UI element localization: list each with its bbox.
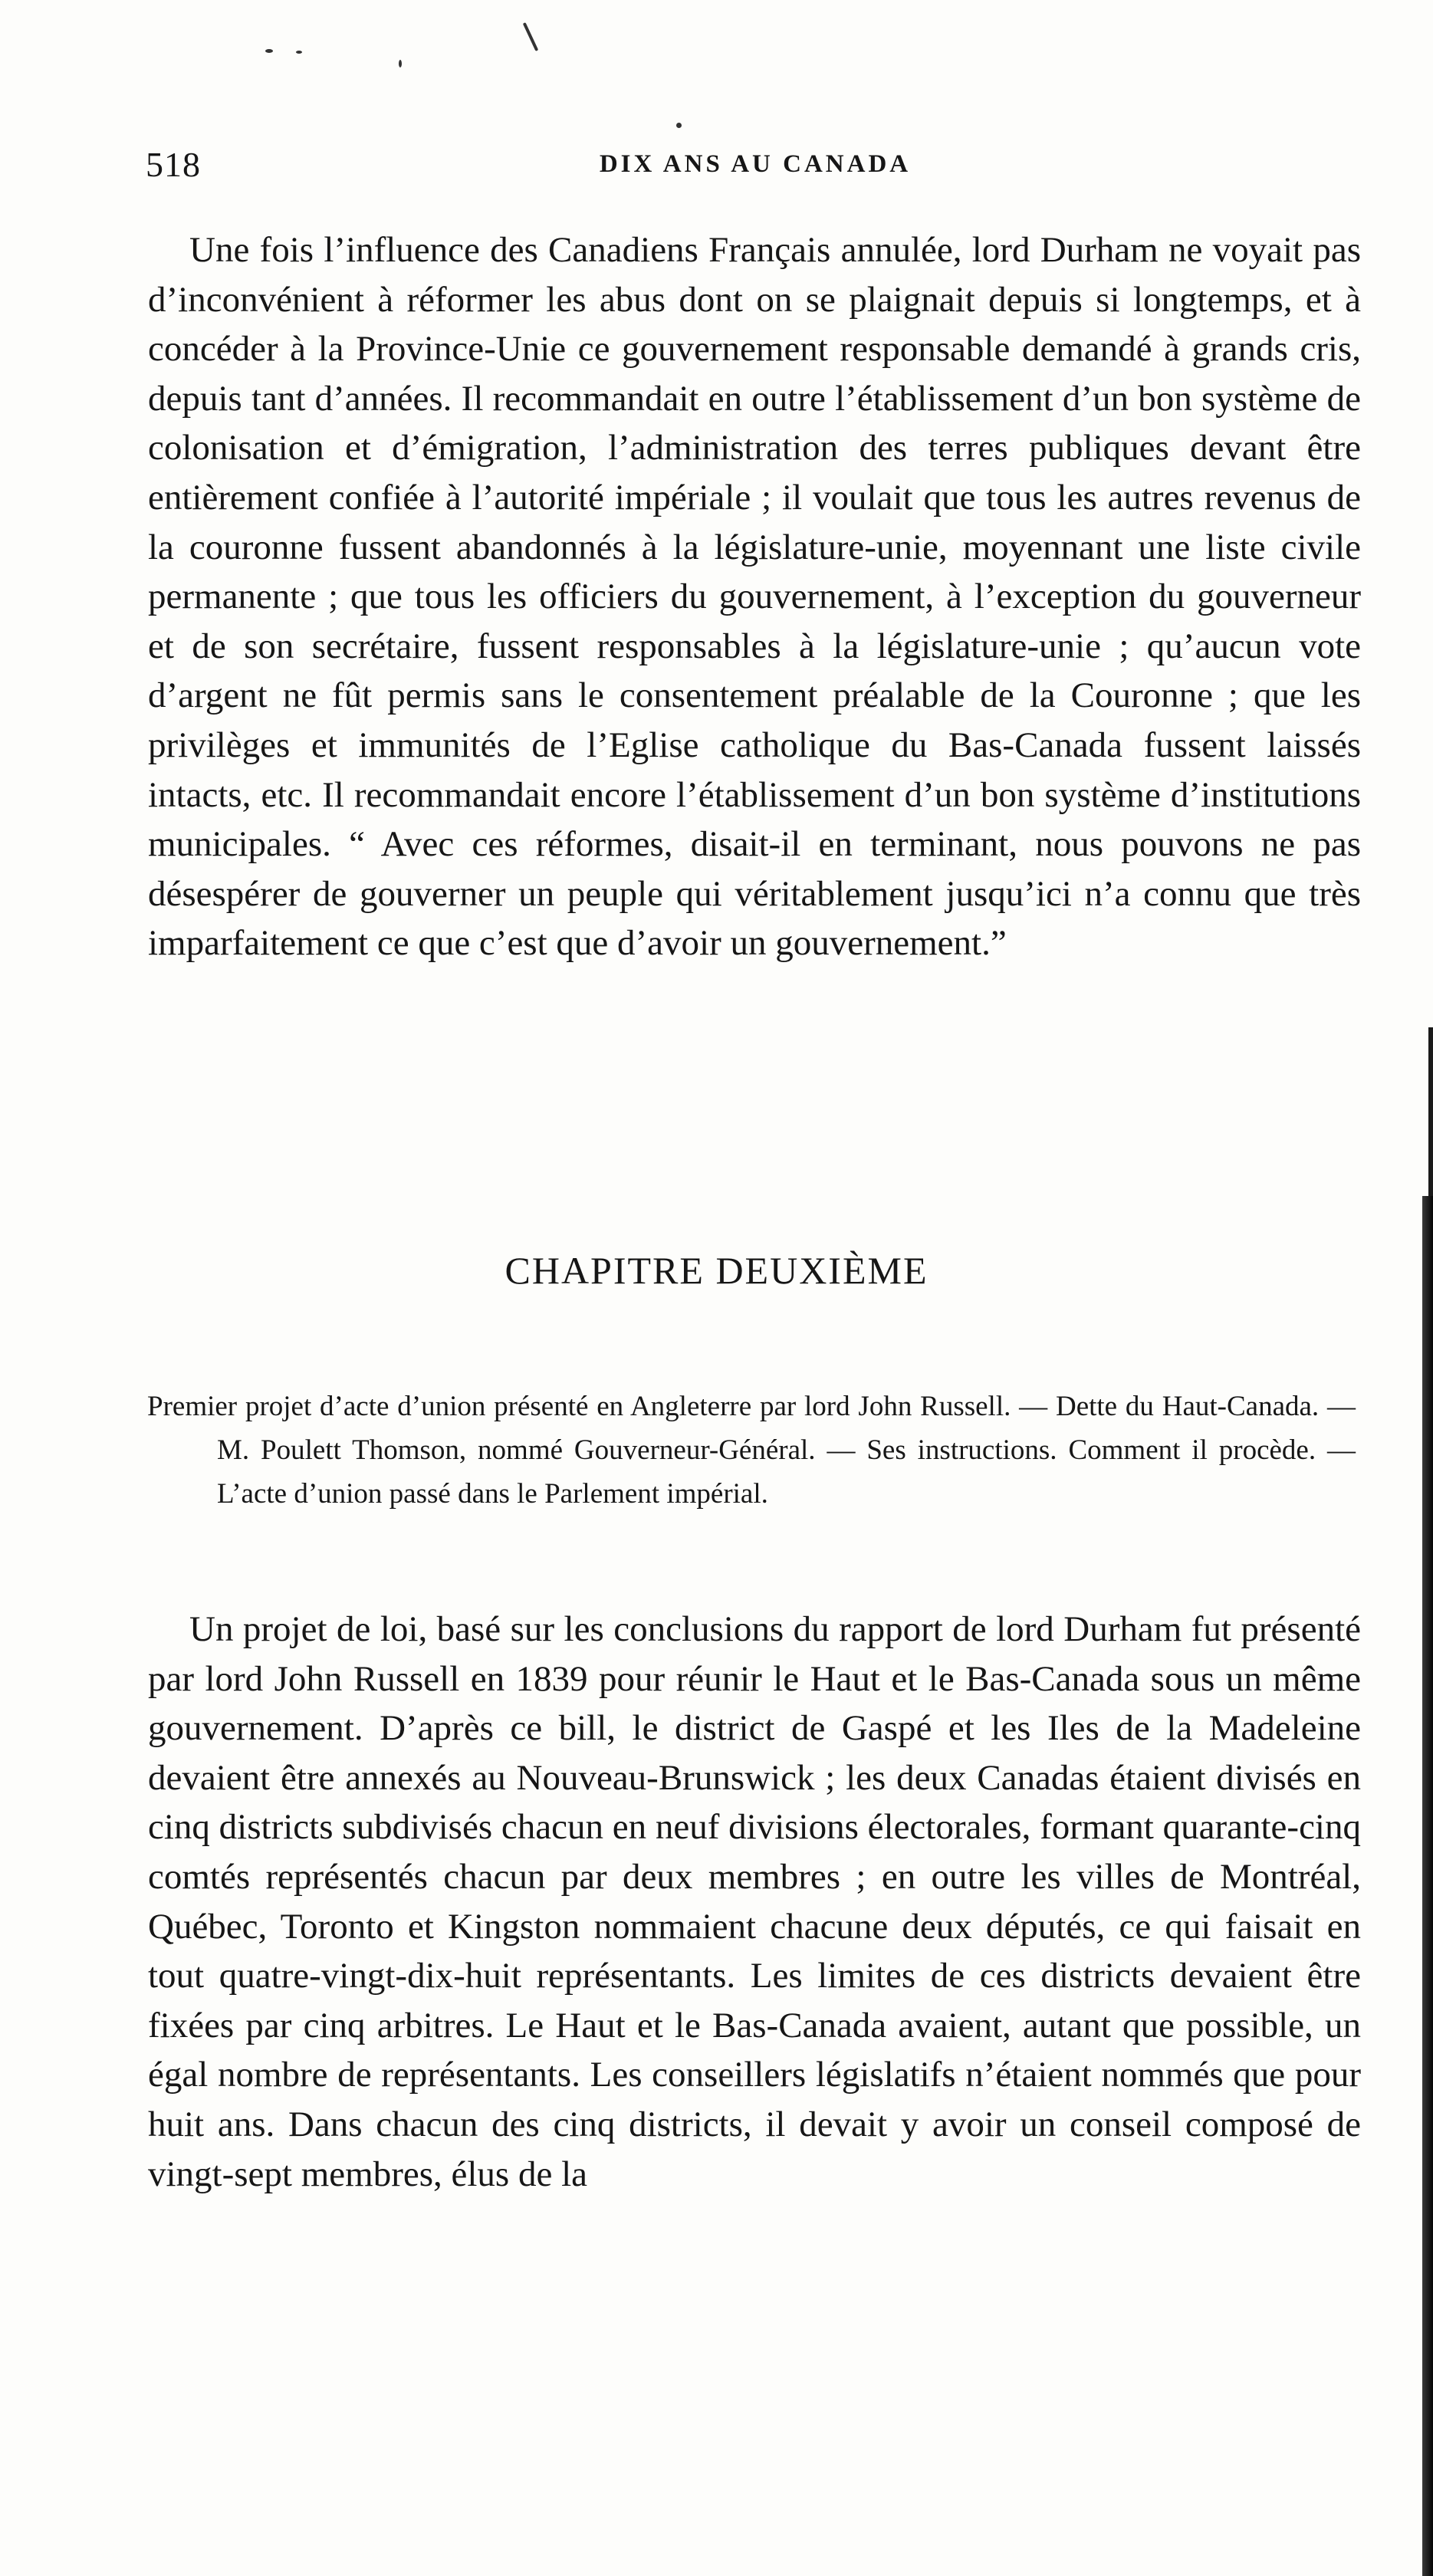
page-edge-shadow [1428,1027,1433,1204]
paragraph-union-bill: Un projet de loi, basé sur les conclusions du rapport de lord Durham fut présenté par lord John Russell en 1839 pour réunir le Haut et le Bas-Canada sous un même gouvernement. D’après ce bill, le district de Gaspé et les Iles de la Madeleine devaient être annexés au Nouveau-Brunswick ; les deux Canadas étaient divisés en cinq districts subdivisés chacun en neuf divisions électorales, formant quarante-cinq comtés représentés chacun par deux membres ; en outre les villes de Montréal, Québec, Toronto et Kingston nommaient chacune deux députés, ce qui faisait en tout quatre-vingt-dix-huit représentants. Les limites de ces districts devaient être fixées par cinq arbitres. Le Haut et le Bas-Canada avaient, autant que possible, un égal nombre de représentants. Les conseillers législatifs n’étaient nommés que pour huit ans. Dans chacun des cinq districts, il devait y avoir un conseil composé de vingt-sept membres, élus de la [148,1609,1361,2194]
chapter-summary: Premier projet d’acte d’union présenté en Angleterre par lord John Russell. — Dette du Haut-Canada. — M. Poulett Thomson, nommé Gouverneur-Général. — Ses instructions. Comment il procède. — L’acte d’union passé dans le Parlement impérial. [147,1391,1356,1510]
running-title: DIX ANS AU CANADA [599,150,912,178]
chapter-title: CHAPITRE DEUXIÈME [505,1249,928,1292]
page-number: 518 [146,145,201,184]
paragraph-durham-reforms: Une fois l’influence des Canadiens Français annulée, lord Durham ne voyait pas d’inconvénient à réformer les abus dont on se plaignait depuis si longtemps, et à concéder à la Province-Unie ce gouvernement responsable demandé à grands cris, depuis tant d’années. Il recommandait en outre l’établissement d’un bon système de colonisation et d’émigration, l’administration des terres publiques devant être entièrement confiée à l’autorité impériale ; il voulait que tous les autres revenus de la couronne fussent abandonnés à la législature-unie, moyennant une liste civile permanente ; que tous les officiers du gouvernement, à l’exception du gouverneur et de son secrétaire, fussent responsables à la législature-unie ; qu’aucun vote d’argent ne fût permis sans le consentement préalable de la Couronne ; que les privilèges et immunités de l’Eglise catholique du Bas-Canada fussent laissés intacts, etc. Il recommandait encore l’établissement d’un bon système d’institutions municipales. “ Avec ces réformes, disait-il en terminant, nous pouvons ne pas désespérer de gouverner un peuple qui véritablement jusqu’ici n’a connu que très imparfaitement ce que c’est que d’avoir un gouvernement.” [148,230,1361,964]
page-edge-shadow [1422,1196,1433,2576]
ink-speck [523,22,539,51]
ink-speck [265,49,273,53]
ink-speck [676,123,682,128]
page-header [146,144,1365,190]
ink-speck [296,51,302,54]
ink-speck [399,60,402,67]
